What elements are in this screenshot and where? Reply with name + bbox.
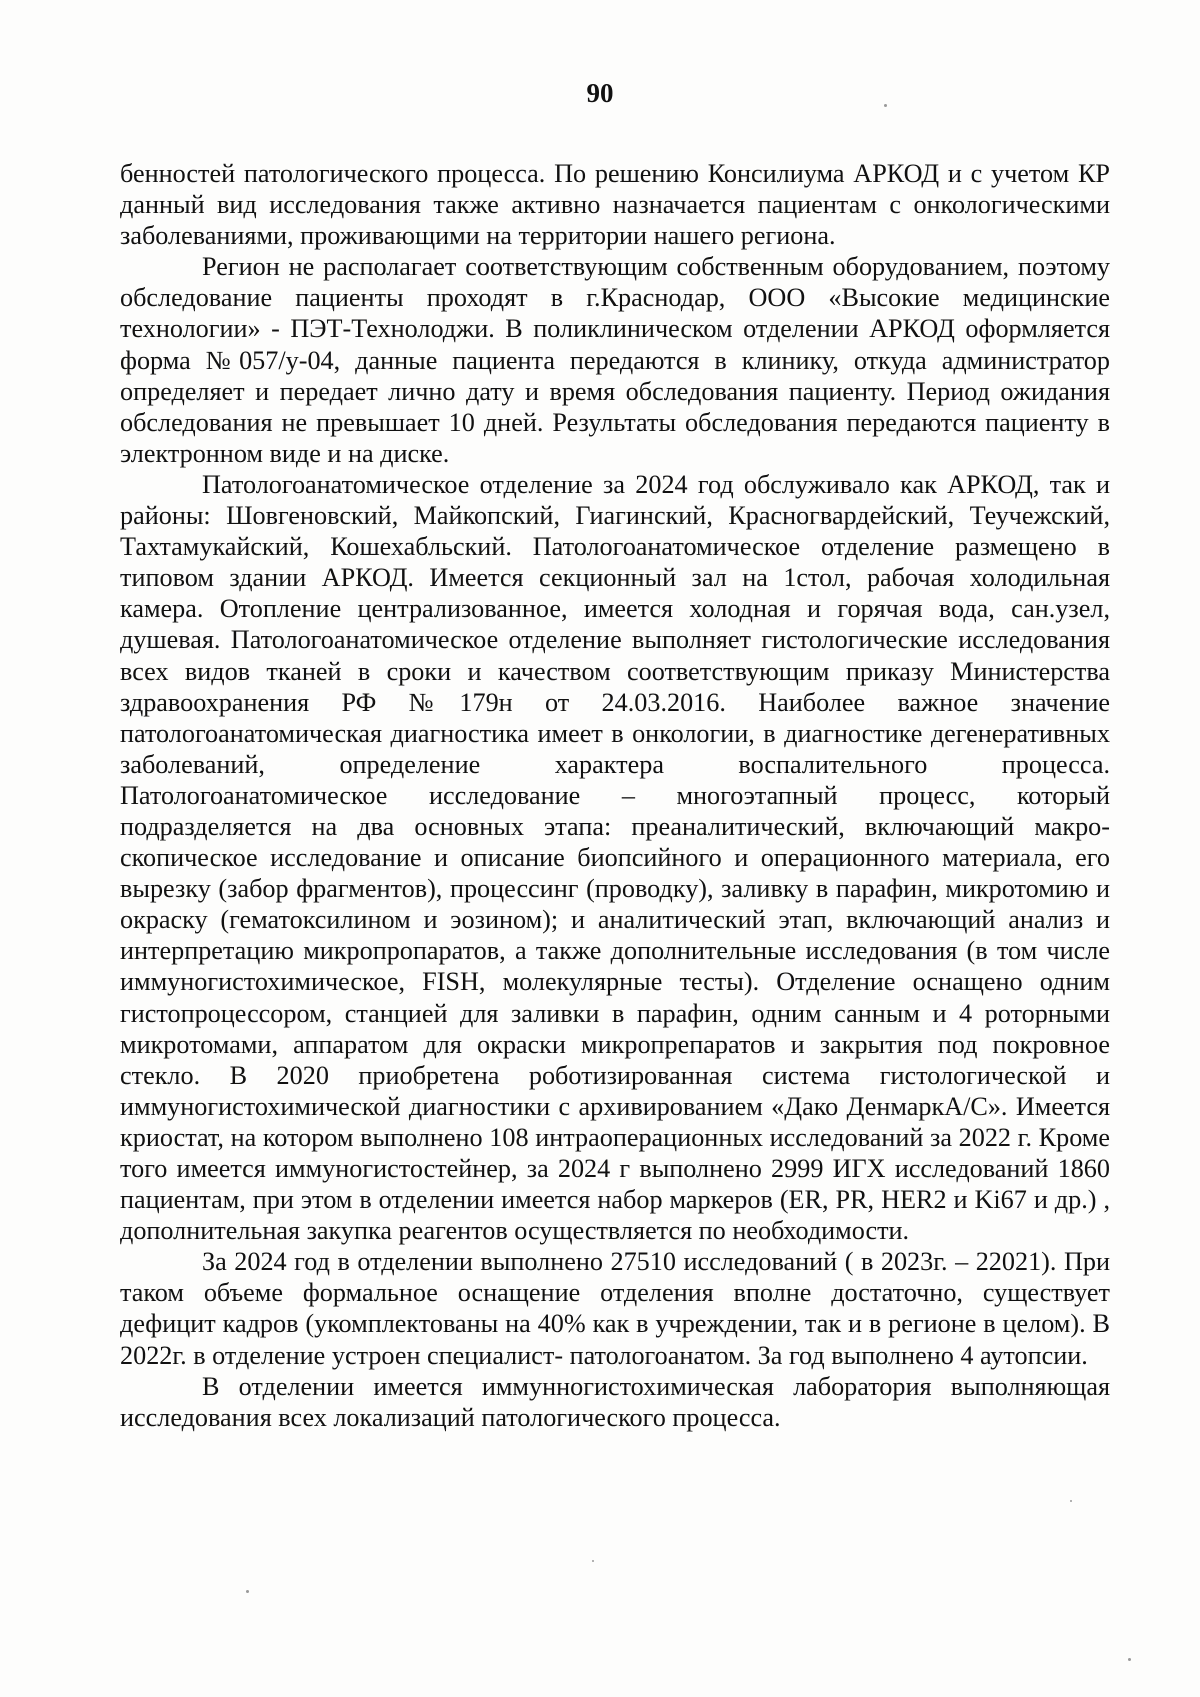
paragraph-pathology-department: Патологоанатомическое отделение за 2024 год обслуживало как АРКОД, так и районы: Шовгеновский, Майкопский, Гиагинский, Красногвардейский, Теучежский, Тахтамукайский, Кошехабльский. Патологоанатомическое отделение размещено в типовом здании АРКОД. Имеется секционный зал на 1стол, рабочая холодильная камера. Отопление централизованное, имеется холодная и горячая вода, сан.узел, душевая. Патологоанатомическое отделение выполняет гистологические исследования всех видов тканей в сроки и качеством соответствующим приказу Министерства здравоохранения РФ №179н от 24.03.2016. Наиболее важное значение патологоанатомическая диагностика имеет в онкологии, в диагностике дегенеративных заболеваний, определение характера воспалительного процесса. Патологоанатомическое исследование – многоэтапный процесс, который подразделяется на два основных этапа: преаналитический, включающий макроскопическое исследование и описание биопсийного и операционного материала, его вырезку (забор фрагментов), процессинг (проводку), заливку в парафин, микротомию и окраску (гематоксилином и эозином); и аналитический этап, включающий анализ и интерпретацию микропропаратов, а также дополнительные исследования (в том числе иммуногистохимическое, FISH, молекулярные тесты). Отделение оснащено одним гистопроцессором, станцией для заливки в парафин, одним санным и 4 роторными микротомами, аппаратом для окраски микропрепаратов и закрытия под покровное стекло. В 2020 приобретена роботизированная система гистологической и иммуногистохимической диагностики с архивированием «Дако ДенмаркА/С». Имеется криостат, на котором выполнено 108 интраоперационных исследований за 2022 г. Кроме того имеется иммуногистостейнер, за 2024 г выполнено 2999 ИГХ исследований 1860 пациентам, при этом в отделении имеется набор маркеров (ER, PR, HER2 и Ki67 и др.) , дополнительная закупка реагентов осуществляется по необходимости. — [120, 469, 1110, 1246]
scan-speck — [1070, 1500, 1072, 1502]
scan-speck — [1128, 1658, 1131, 1661]
scan-speck — [592, 1560, 594, 1562]
paragraph-pet-continuation: бенностей патологического процесса. По решению Консилиума АРКОД и с учетом КР данный вид исследования также активно назначается пациентам с онкологическими заболеваниями, проживающими на территории нашего региона. — [120, 159, 1110, 251]
scan-speck — [246, 1590, 249, 1593]
paragraph-pet-krasnodar: Регион не располагает соответствующим собственным оборудованием, поэтому обследование пациенты проходят в г.Краснодар, ООО «Высокие медицинские технологии» - ПЭТ-Технолоджи. В поликлиническом отделении АРКОД оформляется форма №057/у-04, данные пациента передаются в клинику, откуда администратор определяет и передает лично дату и время обследования пациенту. Период ожидания обследования не превышает 10 дней. Результаты обследования передаются пациенту в электронном виде и на диске. — [120, 252, 1110, 468]
scan-speck — [884, 104, 887, 107]
paragraph-ihc-laboratory: В отделении имеется иммунногистохимическая лаборатория выполняющая исследования всех локализаций патологического процесса. — [120, 1371, 1110, 1432]
document-body — [120, 158, 1110, 1433]
page-number: 90 — [586, 78, 614, 108]
paragraph-research-volume: За 2024 год в отделении выполнено 27510 исследований ( в 2023г. – 22021). При таком объеме формальное оснащение отделения вполне достаточно, существует дефицит кадров (укомплектованы на 40% как в учреждении, так и в регионе в целом). В 2022г. в отделение устроен специалист- патологоанатом. За год выполнено 4 аутопсии. — [120, 1247, 1110, 1370]
